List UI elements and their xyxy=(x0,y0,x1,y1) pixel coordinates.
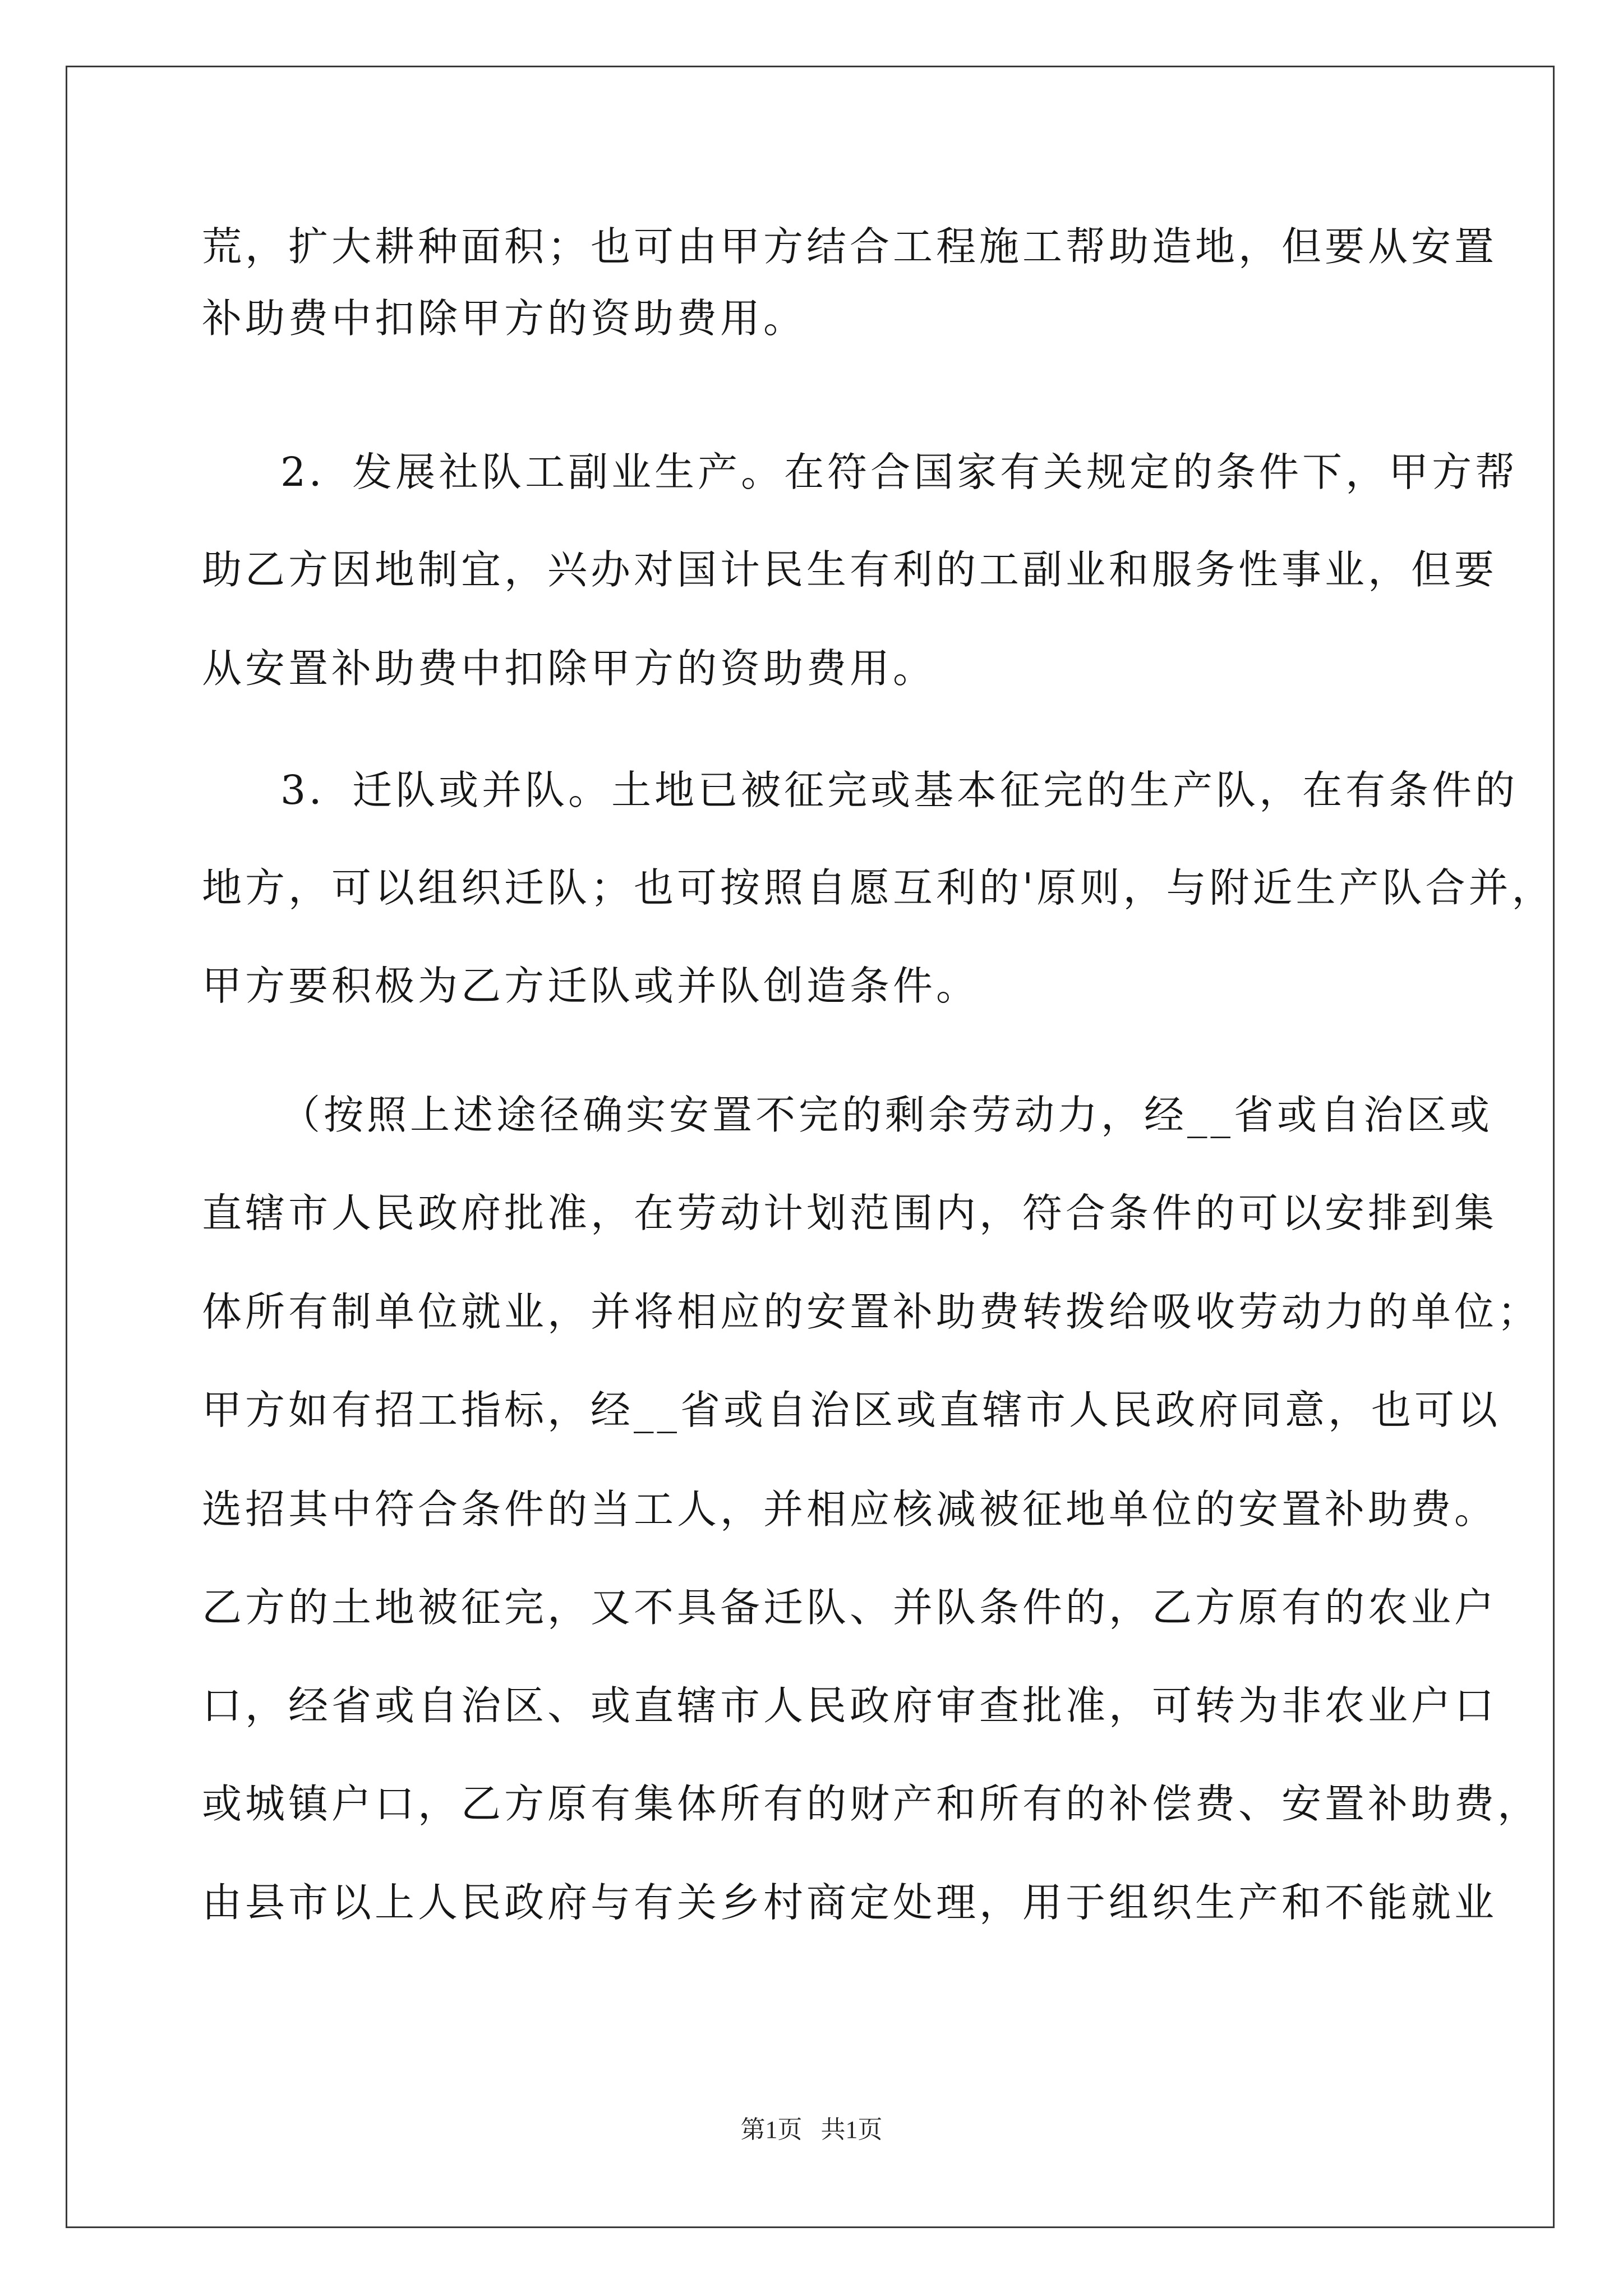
text-line: 由县市以上人民政府与有关乡村商定处理，用于组织生产和不能就业 xyxy=(202,1879,1498,1926)
text-line: 乙方的土地被征完，又不具备迁队、并队条件的，乙方原有的农业户 xyxy=(202,1584,1498,1631)
page-number: 第1页 共1页 xyxy=(740,2116,883,2143)
text-line: 荒，扩大耕种面积；也可由甲方结合工程施工帮助造地，但要从安置 xyxy=(202,223,1498,270)
text-line: 地方，可以组织迁队；也可按照自愿互利的'原则，与附近生产队合并， xyxy=(202,864,1555,911)
text-line: 或城镇户口，乙方原有集体所有的财产和所有的补偿费、安置补助费， xyxy=(202,1780,1541,1827)
text-line: 从安置补助费中扣除甲方的资助费用。 xyxy=(202,645,937,692)
text-line: 2．发展社队工副业生产。在符合国家有关规定的条件下，甲方帮 xyxy=(280,449,1519,495)
text-line: 助乙方因地制宜，兴办对国计民生有利的工副业和服务性事业，但要 xyxy=(202,546,1498,593)
text-line: 补助费中扣除甲方的资助费用。 xyxy=(202,295,807,342)
text-line: 甲方如有招工指标，经__省或自治区或直辖市人民政府同意，也可以 xyxy=(202,1387,1501,1433)
text-line: 直辖市人民政府批准，在劳动计划范围内，符合条件的可以安排到集 xyxy=(202,1190,1498,1236)
text-line: （按照上述途径确实安置不完的剩余劳动力，经__省或自治区或 xyxy=(280,1092,1493,1138)
text-line: 3．迁队或并队。土地已被征完或基本征完的生产队，在有条件的 xyxy=(280,767,1519,813)
text-line: 体所有制单位就业，并将相应的安置补助费转拨给吸收劳动力的单位； xyxy=(202,1289,1541,1335)
text-line: 口，经省或自治区、或直辖市人民政府审查批准，可转为非农业户口 xyxy=(202,1682,1498,1729)
text-line: 甲方要积极为乙方迁队或并队创造条件。 xyxy=(202,963,980,1009)
text-line: 选招其中符合条件的当工人，并相应核减被征地单位的安置补助费。 xyxy=(202,1486,1498,1533)
